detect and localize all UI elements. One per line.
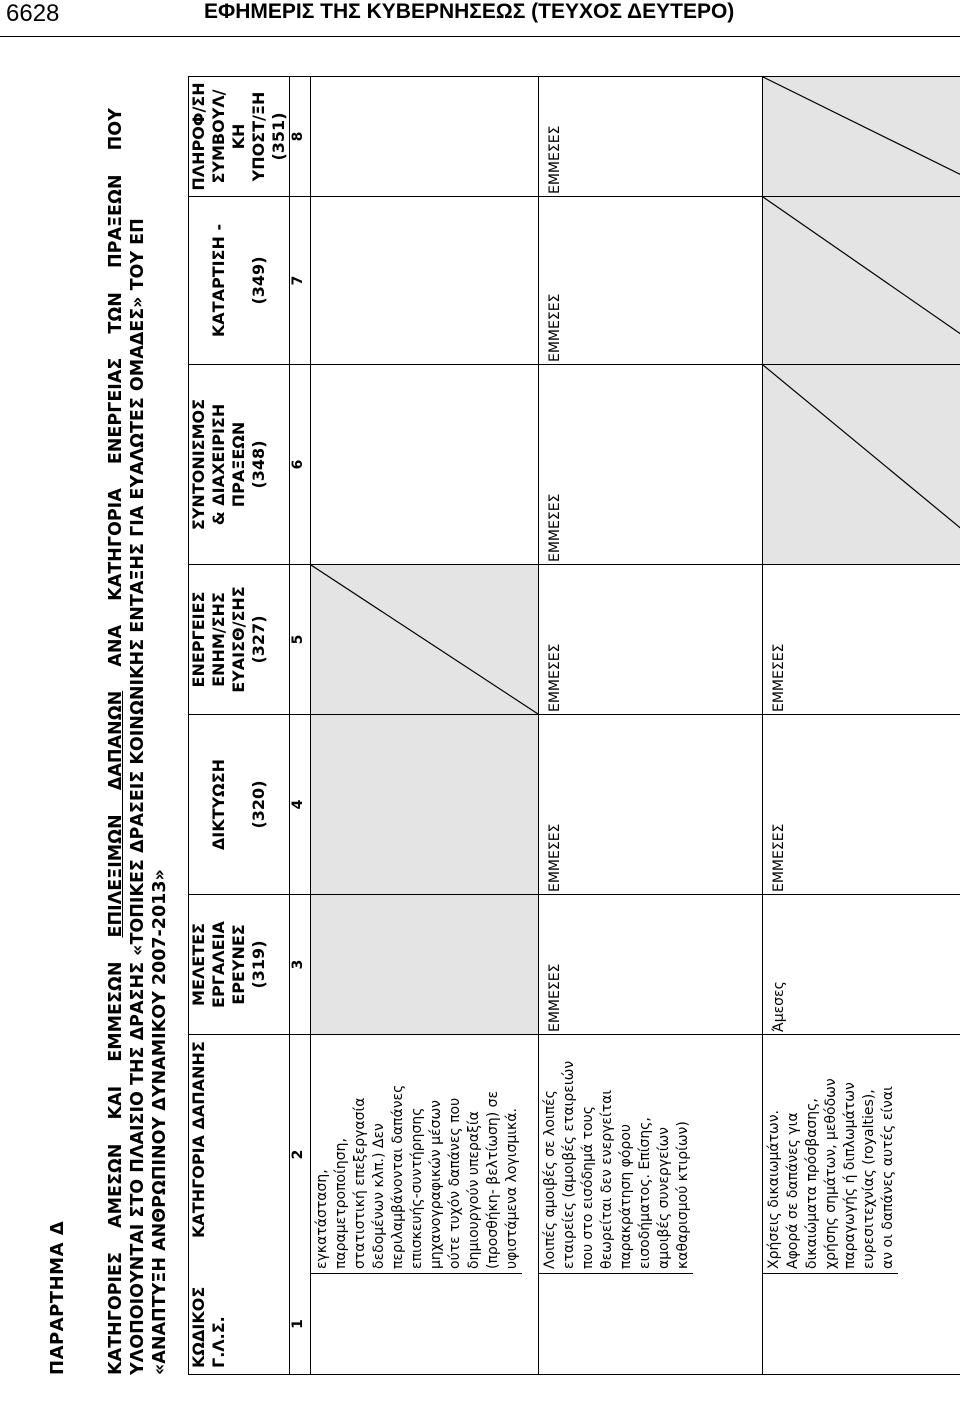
cost-type-cell: ΕΜΜΕΣΕΣ — [539, 895, 763, 1035]
expense-category-table — [188, 76, 960, 1375]
category-text: Λοιπές αμοιβές σε λοιπές εταιρείες (αμοιβές εταιρειών που στο εισόδημά τους θεωρείται δεν ενεργείται παρακράτηση φόρου εισοδήματος. Επίσης, αμοιβές συνεργείων καθαρισμού κτιρίων) — [542, 1060, 691, 1269]
not-applicable-cell — [763, 365, 960, 565]
empty-cell — [311, 365, 539, 565]
journal-title: ΕΦΗΜΕΡΙΣ ΤΗΣ ΚΥΒΕΡΝΗΣΕΩΣ (ΤΕΥΧΟΣ ΔΕΥΤΕΡΟ) — [204, 0, 735, 23]
diagonal-line — [763, 197, 960, 364]
header-networking: ΔΙΚΤΥΩΣΗ (320) — [189, 715, 290, 895]
page-number: 6628 — [6, 0, 60, 27]
not-applicable-cell — [763, 77, 960, 197]
category-cell — [311, 1035, 539, 1375]
code-cell — [763, 1273, 898, 1374]
heading-line-2: ΥΛΟΠΟΙΟΥΝΤΑΙ ΣΤΟ ΠΛΑΙΣΙΟ ΤΗΣ ΔΡΑΣΗΣ «ΤΟΠΙΚΕΣ ΔΡΑΣΕΙΣ ΚΟΙΝΩΝΙΚΗΣ ΕΝΤΑΞΗΣ ΓΙΑ ΕΥΑΛΩΤΕΣ ΟΜΑΔΕΣ» ΤΟΥ ΕΠ — [128, 218, 148, 1375]
code-cell — [539, 1273, 693, 1374]
header-coordination: ΣΥΝΤΟΝΙΣΜΟΣ & ΔΙΑΧΕΙΡΙΣΗ ΠΡΑΞΕΩΝ (348) — [189, 365, 290, 565]
table-row — [311, 77, 539, 1375]
cost-type-cell: ΕΜΜΕΣΕΣ — [763, 565, 960, 715]
cost-type-cell: Άμεσες — [763, 895, 960, 1035]
column-number-4: 4 — [290, 715, 311, 895]
cost-type-cell: ΕΜΜΕΣΕΣ — [539, 715, 763, 895]
not-applicable-cell — [763, 197, 960, 365]
column-number-8: 8 — [290, 77, 311, 197]
heading-line-1: ΚΑΤΗΓΟΡΙΕΣ ΑΜΕΣΩΝ ΚΑΙ ΕΜΜΕΣΩΝ ΕΠΙΛΕΞΙΜΩΝ ΔΑΠΑΝΩΝ ΑΝΑ ΚΑΤΗΓΟΡΙΑ ΕΝΕΡΓΕΙΑΣ ΤΩΝ ΠΡΑΞΕΩΝ ΠΟΥ — [106, 108, 126, 1375]
category-text: Χρήσεις δικαιωμάτων. Αφορά σε δαπάνες για δικαιώματα πρόσβασης, χρήσης σημάτων, μεθόδων παραγωγής ή διπλωμάτων ευρεσιτεχνίας (royalties), αν οι δαπάνες αυτές είναι — [766, 1078, 896, 1269]
category-cell — [763, 1035, 960, 1375]
empty-cell — [311, 77, 539, 197]
code-cell — [311, 1273, 522, 1374]
diagonal-line — [763, 365, 960, 564]
cost-type-cell: ΕΜΜΕΣΕΣ — [539, 197, 763, 365]
heading-line-3: «ΑΝΑΠΤΥΞΗ ΑΝΘΡΩΠΙΝΟΥ ΔΥΝΑΜΙΚΟΥ 2007-2013» — [150, 869, 170, 1375]
cost-type-cell: ΕΜΜΕΣΕΣ — [539, 77, 763, 197]
table-header-row — [189, 77, 290, 1375]
header-code-category: ΚΩΔΙΚΟΣ Γ.Λ.Σ.ΚΑΤΗΓΟΡΙΑ ΔΑΠΑΝΗΣ — [189, 1035, 290, 1375]
shaded-cell — [311, 715, 539, 895]
cost-type-cell: ΕΜΜΕΣΕΣ — [763, 715, 960, 895]
diagonal-line — [763, 77, 960, 196]
rotated-annex-page — [45, 35, 945, 1375]
main-heading — [105, 55, 171, 1375]
column-number-1-2: 1 2 — [290, 1035, 311, 1375]
header-studies: ΜΕΛΕΤΕΣ ΕΡΓΑΛΕΙΑ ΕΡΕΥΝΕΣ (319) — [189, 895, 290, 1035]
header-training: ΚΑΤΑΡΤΙΣΗ - (349) — [189, 197, 290, 365]
shaded-cell — [311, 895, 539, 1035]
header-awareness: ΕΝΕΡΓΕΙΕΣ ΕΝΗΜ/ΣΗΣ ΕΥΑΙΣΘ/ΣΗΣ (327) — [189, 565, 290, 715]
empty-cell — [311, 197, 539, 365]
annex-title: ΠΑΡΑΡΤΗΜΑ Δ — [47, 1220, 68, 1375]
column-number-3: 3 — [290, 895, 311, 1035]
header-category: ΚΑΤΗΓΟΡΙΑ ΔΑΠΑΝΗΣ — [189, 1041, 208, 1238]
column-number-row — [290, 77, 311, 1375]
header-information: ΠΛΗΡΟΦ/ΣΗ ΣΥΜΒΟΥΛ/ΚΗ ΥΠΟΣΤ/ΞΗ (351) — [189, 77, 290, 197]
page-header — [0, 0, 960, 37]
cost-type-cell: ΕΜΜΕΣΕΣ — [539, 365, 763, 565]
category-text: εγκατάσταση, παραμετροποίηση, στατιστική επεξεργασία δεδομένων κλπ.) Δεν περιλαμβάνονται δαπάνες επισκευής-συντήρησης μηχανογραφικών μέσων ούτε τυχόν δαπάνες που δημιουργούν υπεραξία (προσθήκη- βελτίωση) σε υφιστάμενα λογισμικά. — [314, 1084, 520, 1269]
table-row — [539, 77, 763, 1375]
column-number-7: 7 — [290, 197, 311, 365]
column-number-5: 5 — [290, 565, 311, 715]
cost-type-cell: ΕΜΜΕΣΕΣ — [539, 565, 763, 715]
diagonal-line — [311, 565, 538, 714]
column-number-6: 6 — [290, 365, 311, 565]
table-row — [763, 77, 960, 1375]
category-cell — [539, 1035, 763, 1375]
heading-underlined-text: ΕΠΙΛΕΞΙΜΩΝ ΔΑΠΑΝΩΝ — [106, 690, 126, 938]
not-applicable-cell — [311, 565, 539, 715]
